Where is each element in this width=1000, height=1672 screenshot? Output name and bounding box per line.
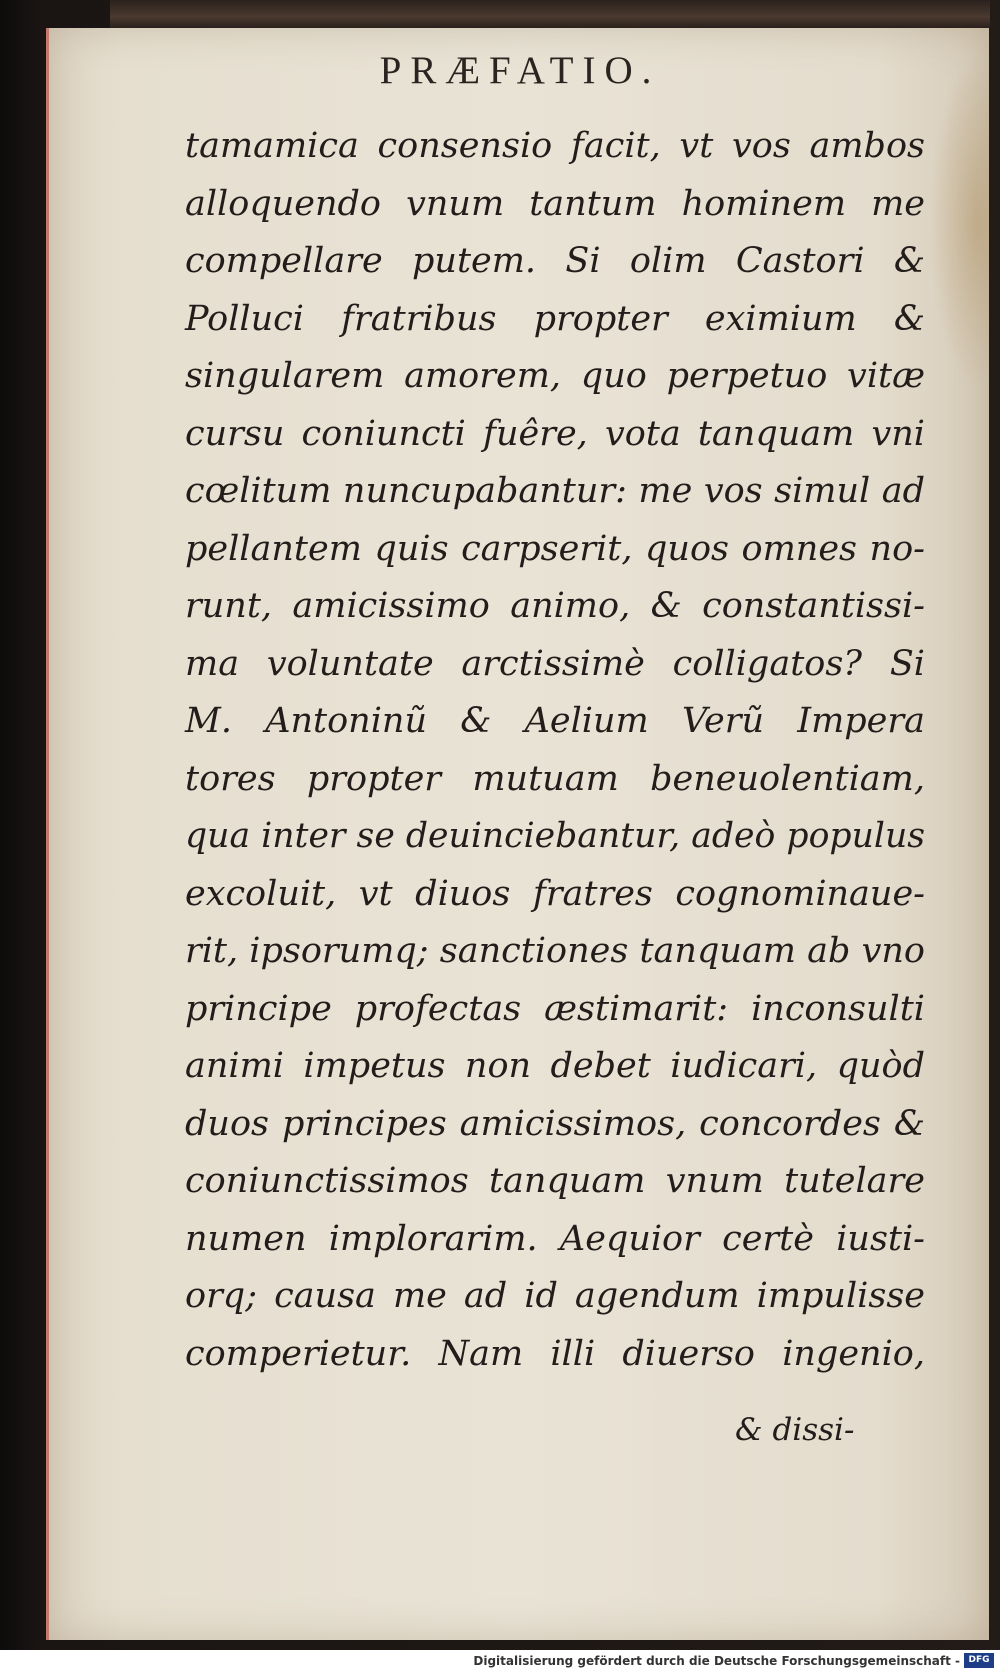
catchword: & dissi-: [735, 1412, 855, 1448]
text-line: Polluci fratribus propter eximium &: [185, 298, 925, 339]
page-stain: [929, 58, 989, 388]
running-head: PRÆFATIO.: [379, 49, 661, 92]
text-line: tamamica consensio facit, vt vos ambos: [185, 126, 925, 166]
text-line: excoluit, vt diuos fratres cognominaue-: [185, 873, 925, 914]
body-text: [185, 118, 925, 1383]
text-line: compellare putem. Si olim Castori &: [185, 241, 925, 281]
text-line: tores propter mutuam beneuolentiam,: [185, 758, 925, 799]
text-line: cursu coniuncti fuêre, vota tanquam vni: [185, 413, 925, 454]
text-line: animi impetus non debet iudicari, quòd: [185, 1046, 925, 1086]
dfg-logo: DFG: [964, 1653, 994, 1668]
text-line: comperietur. Nam illi diuerso ingenio,: [185, 1333, 925, 1374]
text-line: qua inter se deuinciebantur, adeò populus: [185, 816, 925, 856]
text-line: rit, ipsorumq; sanctiones tanquam ab vno: [185, 931, 925, 971]
digitization-credit: Digitalisierung gefördert durch die Deutsche Forschungsgemeinschaft -: [473, 1654, 960, 1668]
text-line: alloquendo vnum tantum hominem me: [185, 183, 925, 224]
text-line: ma voluntate arctissimè colligatos? Si: [185, 643, 925, 684]
text-line: principe profectas æstimarit: inconsulti: [185, 988, 925, 1029]
text-line: orq; causa me ad id agendum impulisse: [185, 1276, 925, 1316]
text-line: numen implorarim. Aequior certè iusti-: [185, 1218, 925, 1259]
text-line: runt, amicissimo animo, & constantissi-: [185, 586, 925, 626]
text-line: coniunctissimos tanquam vnum tutelare: [185, 1161, 925, 1201]
book-top-edge: [110, 0, 990, 28]
text-line: duos principes amicissimos, concordes &: [185, 1103, 925, 1144]
text-line: pellantem quis carpserit, quos omnes no-: [185, 528, 925, 569]
text-line: cœlitum nuncupabantur: me vos simul ad: [185, 471, 925, 511]
text-line: M. Antoninũ & Aelium Verũ Impera: [185, 701, 925, 741]
text-line: singularem amorem, quo perpetuo vitæ: [185, 356, 925, 396]
